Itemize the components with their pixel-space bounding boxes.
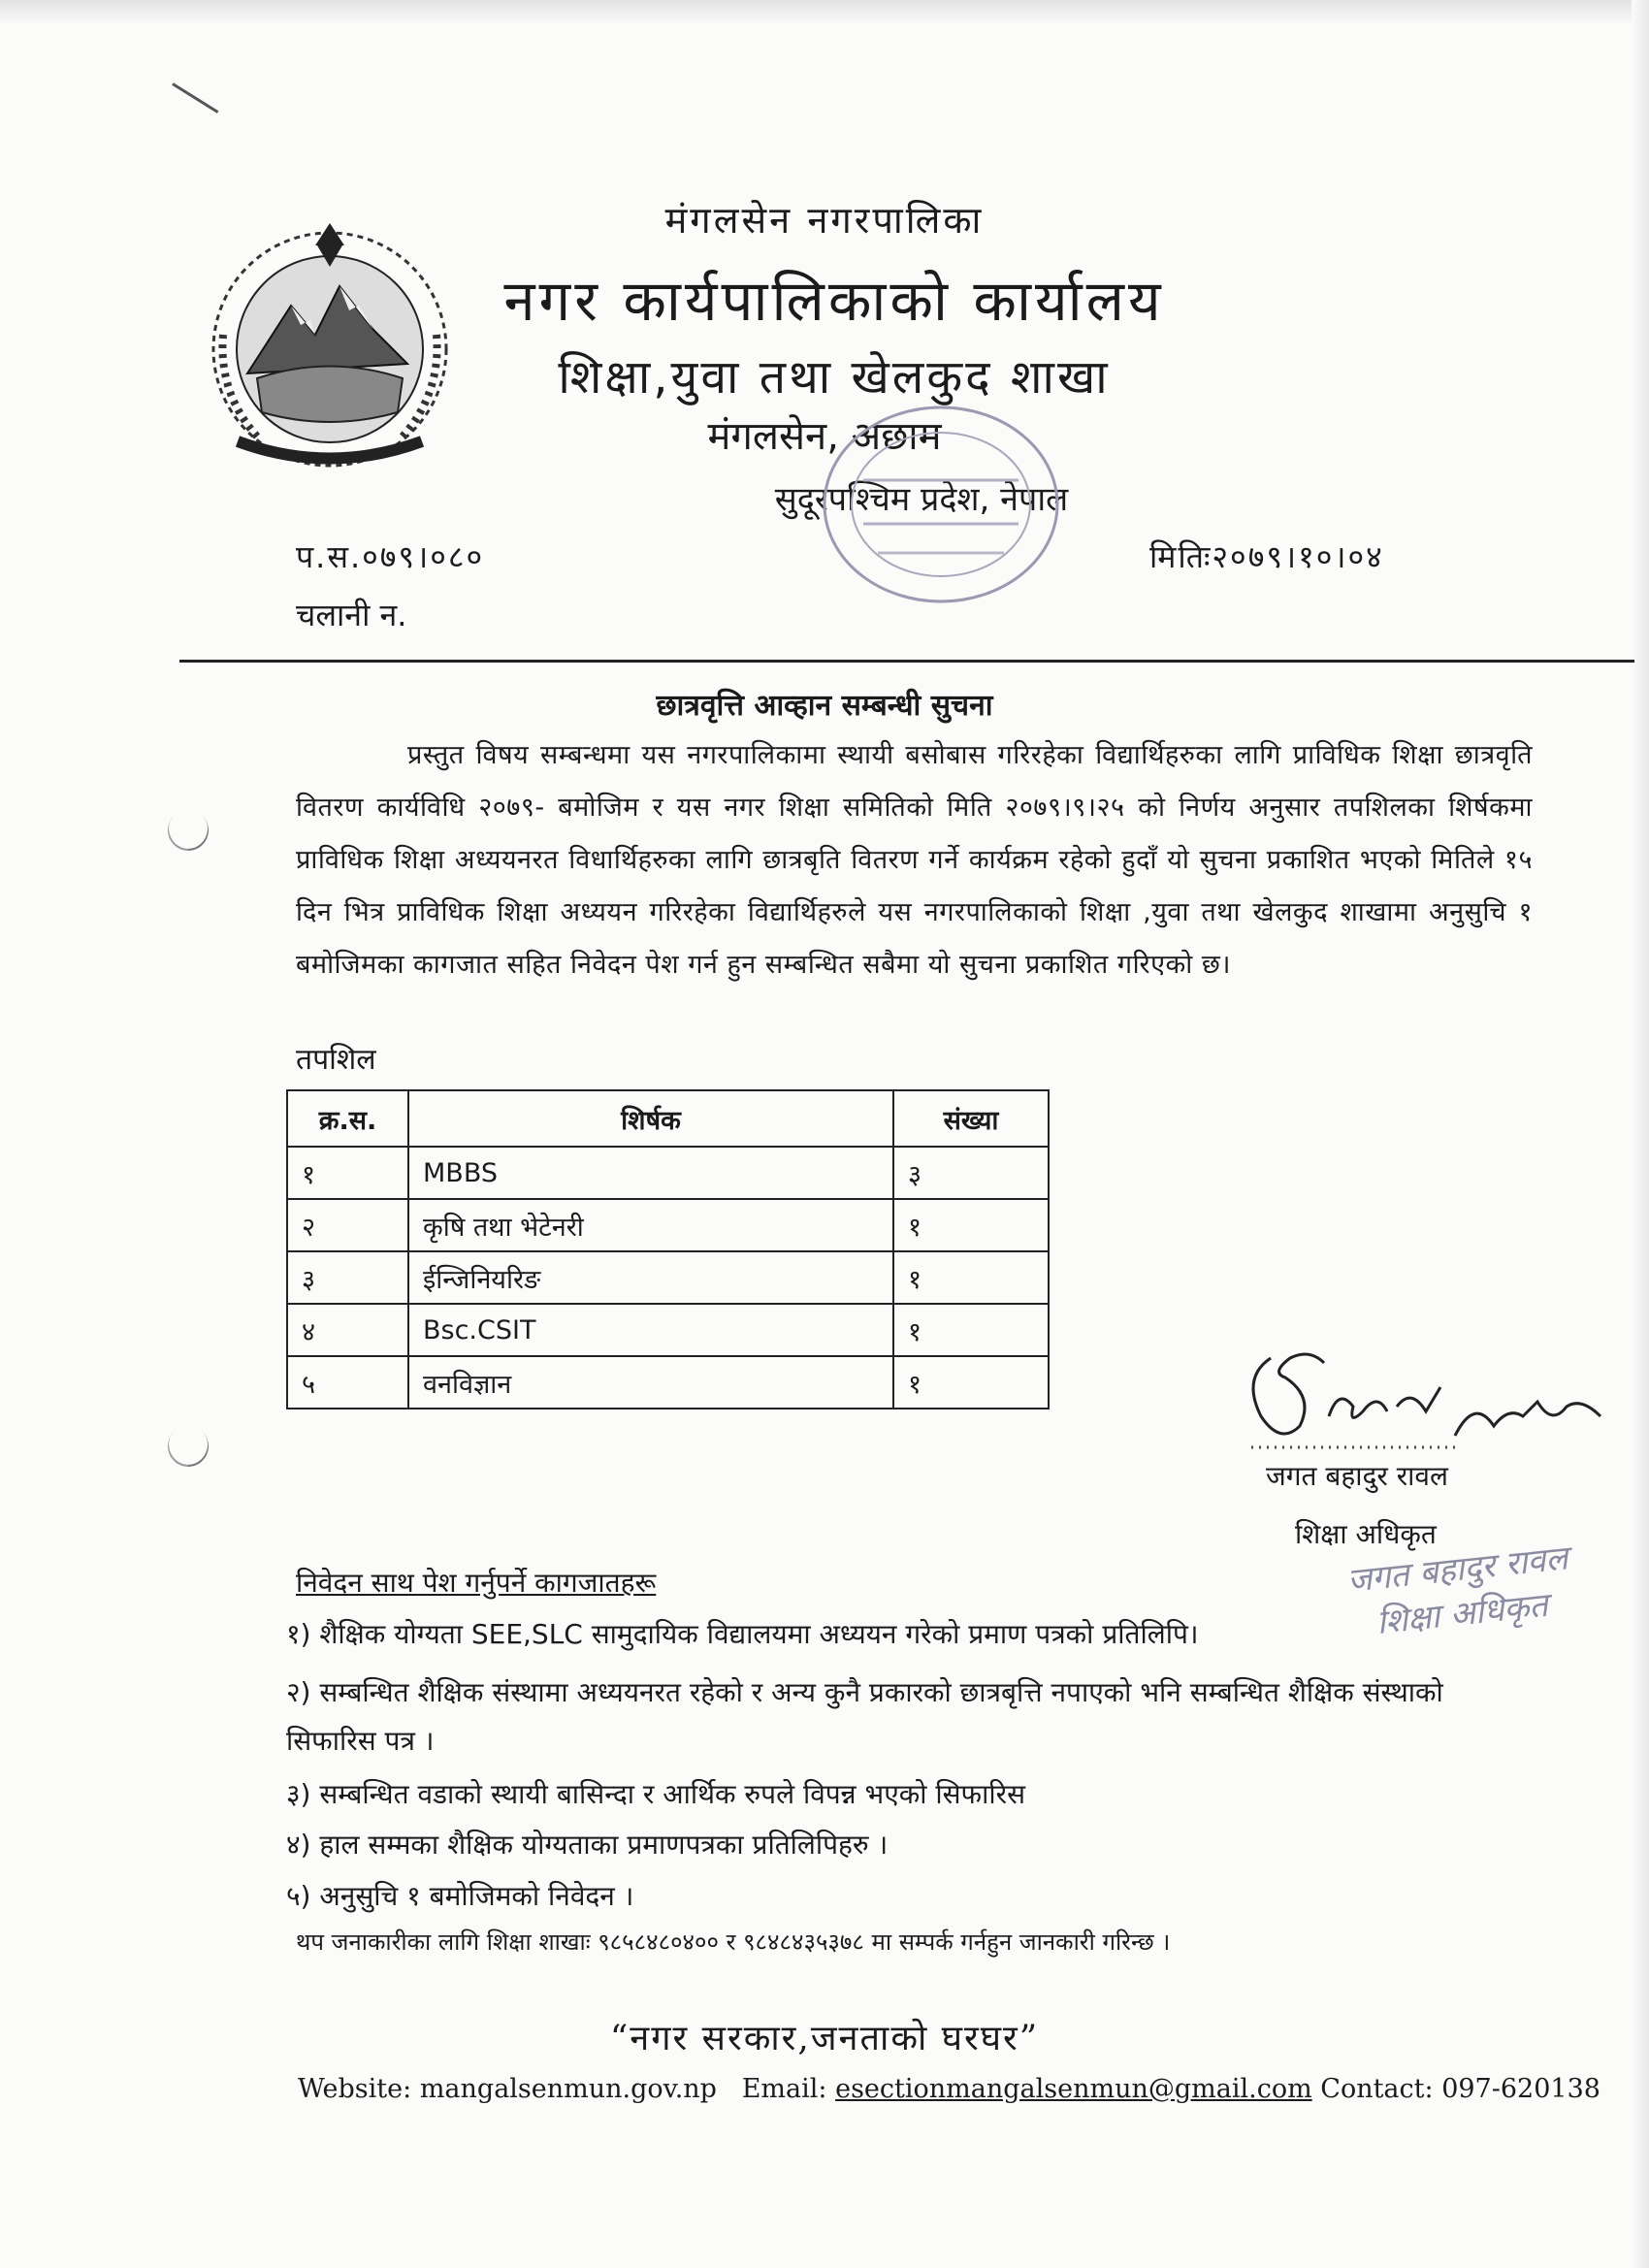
pen-mark xyxy=(172,82,218,113)
cell-serial: ३ xyxy=(287,1251,408,1304)
cell-count: १ xyxy=(893,1356,1049,1409)
schedule-label: तपशिल xyxy=(296,1043,376,1077)
cell-serial: ४ xyxy=(287,1304,408,1356)
table-header-row xyxy=(287,1090,1049,1147)
cell-subject: कृषि तथा भेटेनरी xyxy=(408,1199,893,1251)
office-name: नगर कार्यपालिकाको कार्यालय xyxy=(503,268,1165,334)
column-header-serial: क्र.स. xyxy=(287,1090,408,1147)
cell-subject: वनविज्ञान xyxy=(408,1356,893,1409)
stamp-name: जगत बहादुर रावल xyxy=(1344,1539,1570,1601)
cell-count: १ xyxy=(893,1199,1049,1251)
contact-note: थप जनाकारीका लागि शिक्षा शाखाः ९८५८४८०४०० र ९८४८४३५३७८ मा सम्पर्क गर्नहुन जानकारी गरिन्छ । xyxy=(296,1928,1171,1956)
header-divider xyxy=(179,660,1634,663)
email-link[interactable]: esectionmangalsenmun@gmail.com xyxy=(835,2074,1312,2104)
dispatch-number: चलानी न. xyxy=(296,597,407,633)
documents-heading: निवेदन साथ पेश गर्नुपर्ने कागजातहरू xyxy=(296,1567,657,1599)
website-link[interactable]: mangalsenmun.gov.np xyxy=(419,2074,717,2104)
table-row xyxy=(287,1251,1049,1304)
stamp-title: शिक्षा अधिकृत xyxy=(1374,1585,1550,1643)
document-item: ५) अनुसुचि १ बमोजिमको निवेदन । xyxy=(286,1880,634,1912)
footer-contact-line xyxy=(298,2074,1600,2104)
notice-title: छात्रवृत्ति आव्हान सम्बन्धी सुचना xyxy=(656,689,993,723)
cell-subject: ईन्जिनियरिङ xyxy=(408,1251,893,1304)
cell-count: १ xyxy=(893,1251,1049,1304)
cell-count: ३ xyxy=(893,1147,1049,1199)
table-row xyxy=(287,1199,1049,1251)
signatory-title: शिक्षा अधिकृत xyxy=(1295,1518,1437,1550)
scan-edge-right xyxy=(1632,0,1649,2268)
office-seal-stamp xyxy=(795,388,1086,621)
issue-date: मितिः२०७९।१०।०४ xyxy=(1149,538,1384,575)
branch-name: शिक्षा,युवा तथा खेलकुद शाखा xyxy=(558,350,1111,405)
table-row xyxy=(287,1304,1049,1356)
cell-serial: ५ xyxy=(287,1356,408,1409)
table-row xyxy=(287,1356,1049,1409)
cell-subject: Bsc.CSIT xyxy=(408,1304,893,1356)
document-item: १) शैक्षिक योग्यता SEE,SLC सामुदायिक विद्यालयमा अध्ययन गरेको प्रमाण पत्रको प्रतिलिपि। xyxy=(286,1618,1199,1650)
email-label: Email: xyxy=(741,2074,827,2104)
cell-subject: MBBS xyxy=(408,1147,893,1199)
punch-hole-mark xyxy=(159,801,216,859)
document-item: ४) हाल सम्मका शैक्षिक योग्यताका प्रमाणपत्रका प्रतिलिपिहरु । xyxy=(286,1829,889,1861)
notice-body: प्रस्तुत विषय सम्बन्धमा यस नगरपालिकामा स्थायी बसोबास गरिरहेका विद्यार्थिहरुका लागि प्राविधिक शिक्षा छात्रवृति वितरण कार्यविधि २०७९- बमोजिम र यस नगर शिक्षा समितिको मिति २०७९।९।२५ को निर्णय अनुसार तपशिलका शिर्षकमा प्राविधिक शिक्षा अध्ययनरत विधार्थिहरुका लागि छात्रबृति वितरण गर्ने कार्यक्रम रहेको हुदाँ यो सुचना प्रकाशित भएको मितिले १५ दिन भित्र प्राविधिक शिक्षा अध्ययन गरिरहेका विद्यार्थिहरुले यस नगरपालिकाको शिक्षा ,युवा तथा खेलकुद शाखामा अनुसुचि १ बमोजिमका कागजात सहित निवेदन पेश गर्न हुन सम्बन्धित सबैमा यो सुचना प्रकाशित गरिएको छ। xyxy=(296,740,1533,980)
fiscal-year-reference: प.स.०७९।०८० xyxy=(296,538,485,575)
website-label: Website: xyxy=(298,2074,412,2104)
document-item: ३) सम्बन्धित वडाको स्थायी बासिन्दा र आर्थिक रुपले विपन्न भएको सिफारिस xyxy=(286,1778,1026,1810)
cell-count: १ xyxy=(893,1304,1049,1356)
scholarship-table xyxy=(286,1089,1050,1409)
province-name: सुदूरपश्चिम प्रदेश, नेपाल xyxy=(774,480,1069,519)
contact-label: Contact: xyxy=(1320,2074,1434,2104)
office-location: मंगलसेन, अछाम xyxy=(707,414,942,459)
cell-serial: २ xyxy=(287,1199,408,1251)
punch-hole-mark xyxy=(159,1417,216,1474)
signatory-name: जगत बहादुर रावल xyxy=(1266,1460,1448,1492)
document-item: २) सम्बन्धित शैक्षिक संस्थामा अध्ययनरत रहेको र अन्य कुनै प्रकारको छात्रबृत्ति नपाएको भनि सम्बन्धित शैक्षिक संस्थाको सिफारिस पत्र । xyxy=(286,1676,1443,1757)
slogan: “नगर सरकार,जनताको घरघर” xyxy=(609,2019,1040,2058)
table-row xyxy=(287,1147,1049,1199)
column-header-subject: शिर्षक xyxy=(408,1090,893,1147)
contact-number: 097-620138 xyxy=(1441,2074,1600,2104)
handwritten-signature xyxy=(1232,1319,1620,1474)
municipality-name: मंगलसेन नगरपालिका xyxy=(664,199,985,242)
column-header-count: संख्या xyxy=(893,1090,1049,1147)
scan-edge-top xyxy=(0,0,1649,25)
cell-serial: १ xyxy=(287,1147,408,1199)
